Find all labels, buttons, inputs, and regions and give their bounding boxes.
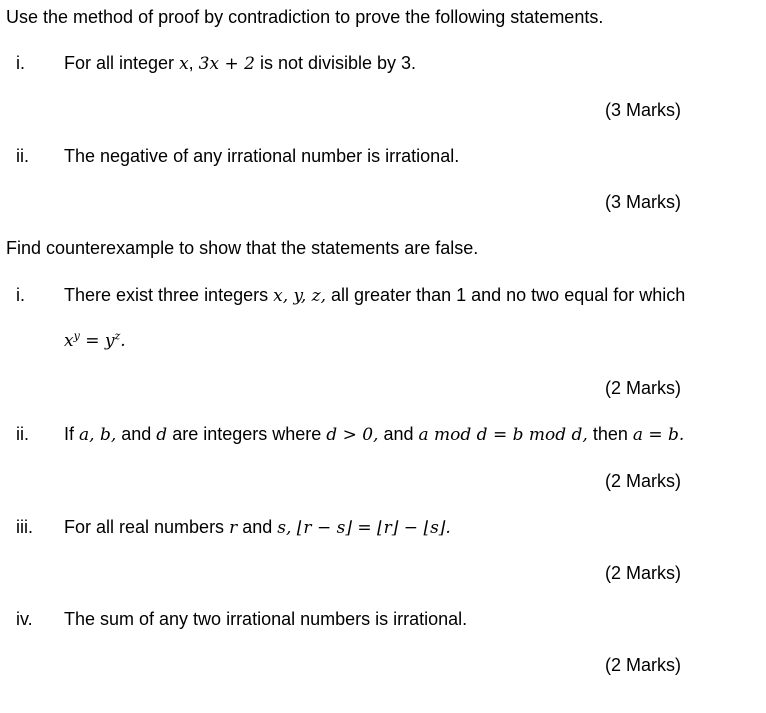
math-part: d > 0, (326, 425, 379, 445)
math-part: a mod d = b mod d, (418, 425, 588, 445)
statement-text: The sum of any two irrational numbers is irrational. (64, 609, 468, 629)
text-part: and (237, 517, 278, 537)
text-part: then (587, 424, 633, 444)
math-variable: x (179, 54, 189, 74)
eq-exponent-1: y (73, 329, 80, 343)
statement-suffix: all greater than 1 and no two equal for which (326, 285, 686, 305)
marks-label: (3 Marks) (605, 100, 681, 120)
text-part: and (378, 424, 419, 444)
eq-period: . (120, 331, 126, 351)
math-part: d (156, 425, 168, 445)
marks-label: (2 Marks) (605, 563, 681, 583)
item-numeral: i. (16, 285, 25, 305)
text-part: are integers where (167, 424, 327, 444)
math-part: a = b. (632, 425, 685, 445)
equation (64, 330, 126, 352)
eq-base-1: x (64, 331, 74, 351)
marks-label: (2 Marks) (605, 655, 681, 675)
item-numeral: iv. (16, 609, 33, 629)
statement-text (64, 423, 684, 446)
item-numeral: iii. (16, 517, 33, 537)
marks-label: (2 Marks) (605, 378, 681, 398)
item-numeral: ii. (16, 146, 29, 166)
statement-text (64, 284, 685, 307)
statement-text (64, 52, 416, 75)
statement-prefix: There exist three integers (64, 285, 274, 305)
item-numeral: i. (16, 53, 25, 73)
section1-heading: Use the method of proof by contradiction to prove the following statements. (6, 7, 604, 27)
text-part: For all real numbers (64, 517, 230, 537)
text-part: If (64, 424, 80, 444)
statement-prefix: For all integer (64, 53, 180, 73)
comma: , (188, 53, 199, 73)
section2-heading: Find counterexample to show that the statements are false. (6, 238, 479, 258)
math-expression: 3x + 2 (198, 54, 255, 74)
eq-exponent-2: z (114, 329, 121, 343)
math-part: a, b, (79, 425, 117, 445)
math-variables: x, y, z, (273, 286, 327, 306)
statement-text (64, 516, 451, 539)
math-part: r (229, 518, 238, 538)
item-numeral: ii. (16, 424, 29, 444)
marks-label: (3 Marks) (605, 192, 681, 212)
math-part: s, ⌊r − s⌋ = ⌊r⌋ − ⌊s⌋. (277, 518, 451, 538)
eq-equals: = (79, 331, 105, 351)
marks-label: (2 Marks) (605, 471, 681, 491)
eq-base-2: y (104, 331, 115, 351)
text-part: and (116, 424, 157, 444)
statement-suffix: is not divisible by 3. (254, 53, 417, 73)
statement-text: The negative of any irrational number is irrational. (64, 146, 460, 166)
